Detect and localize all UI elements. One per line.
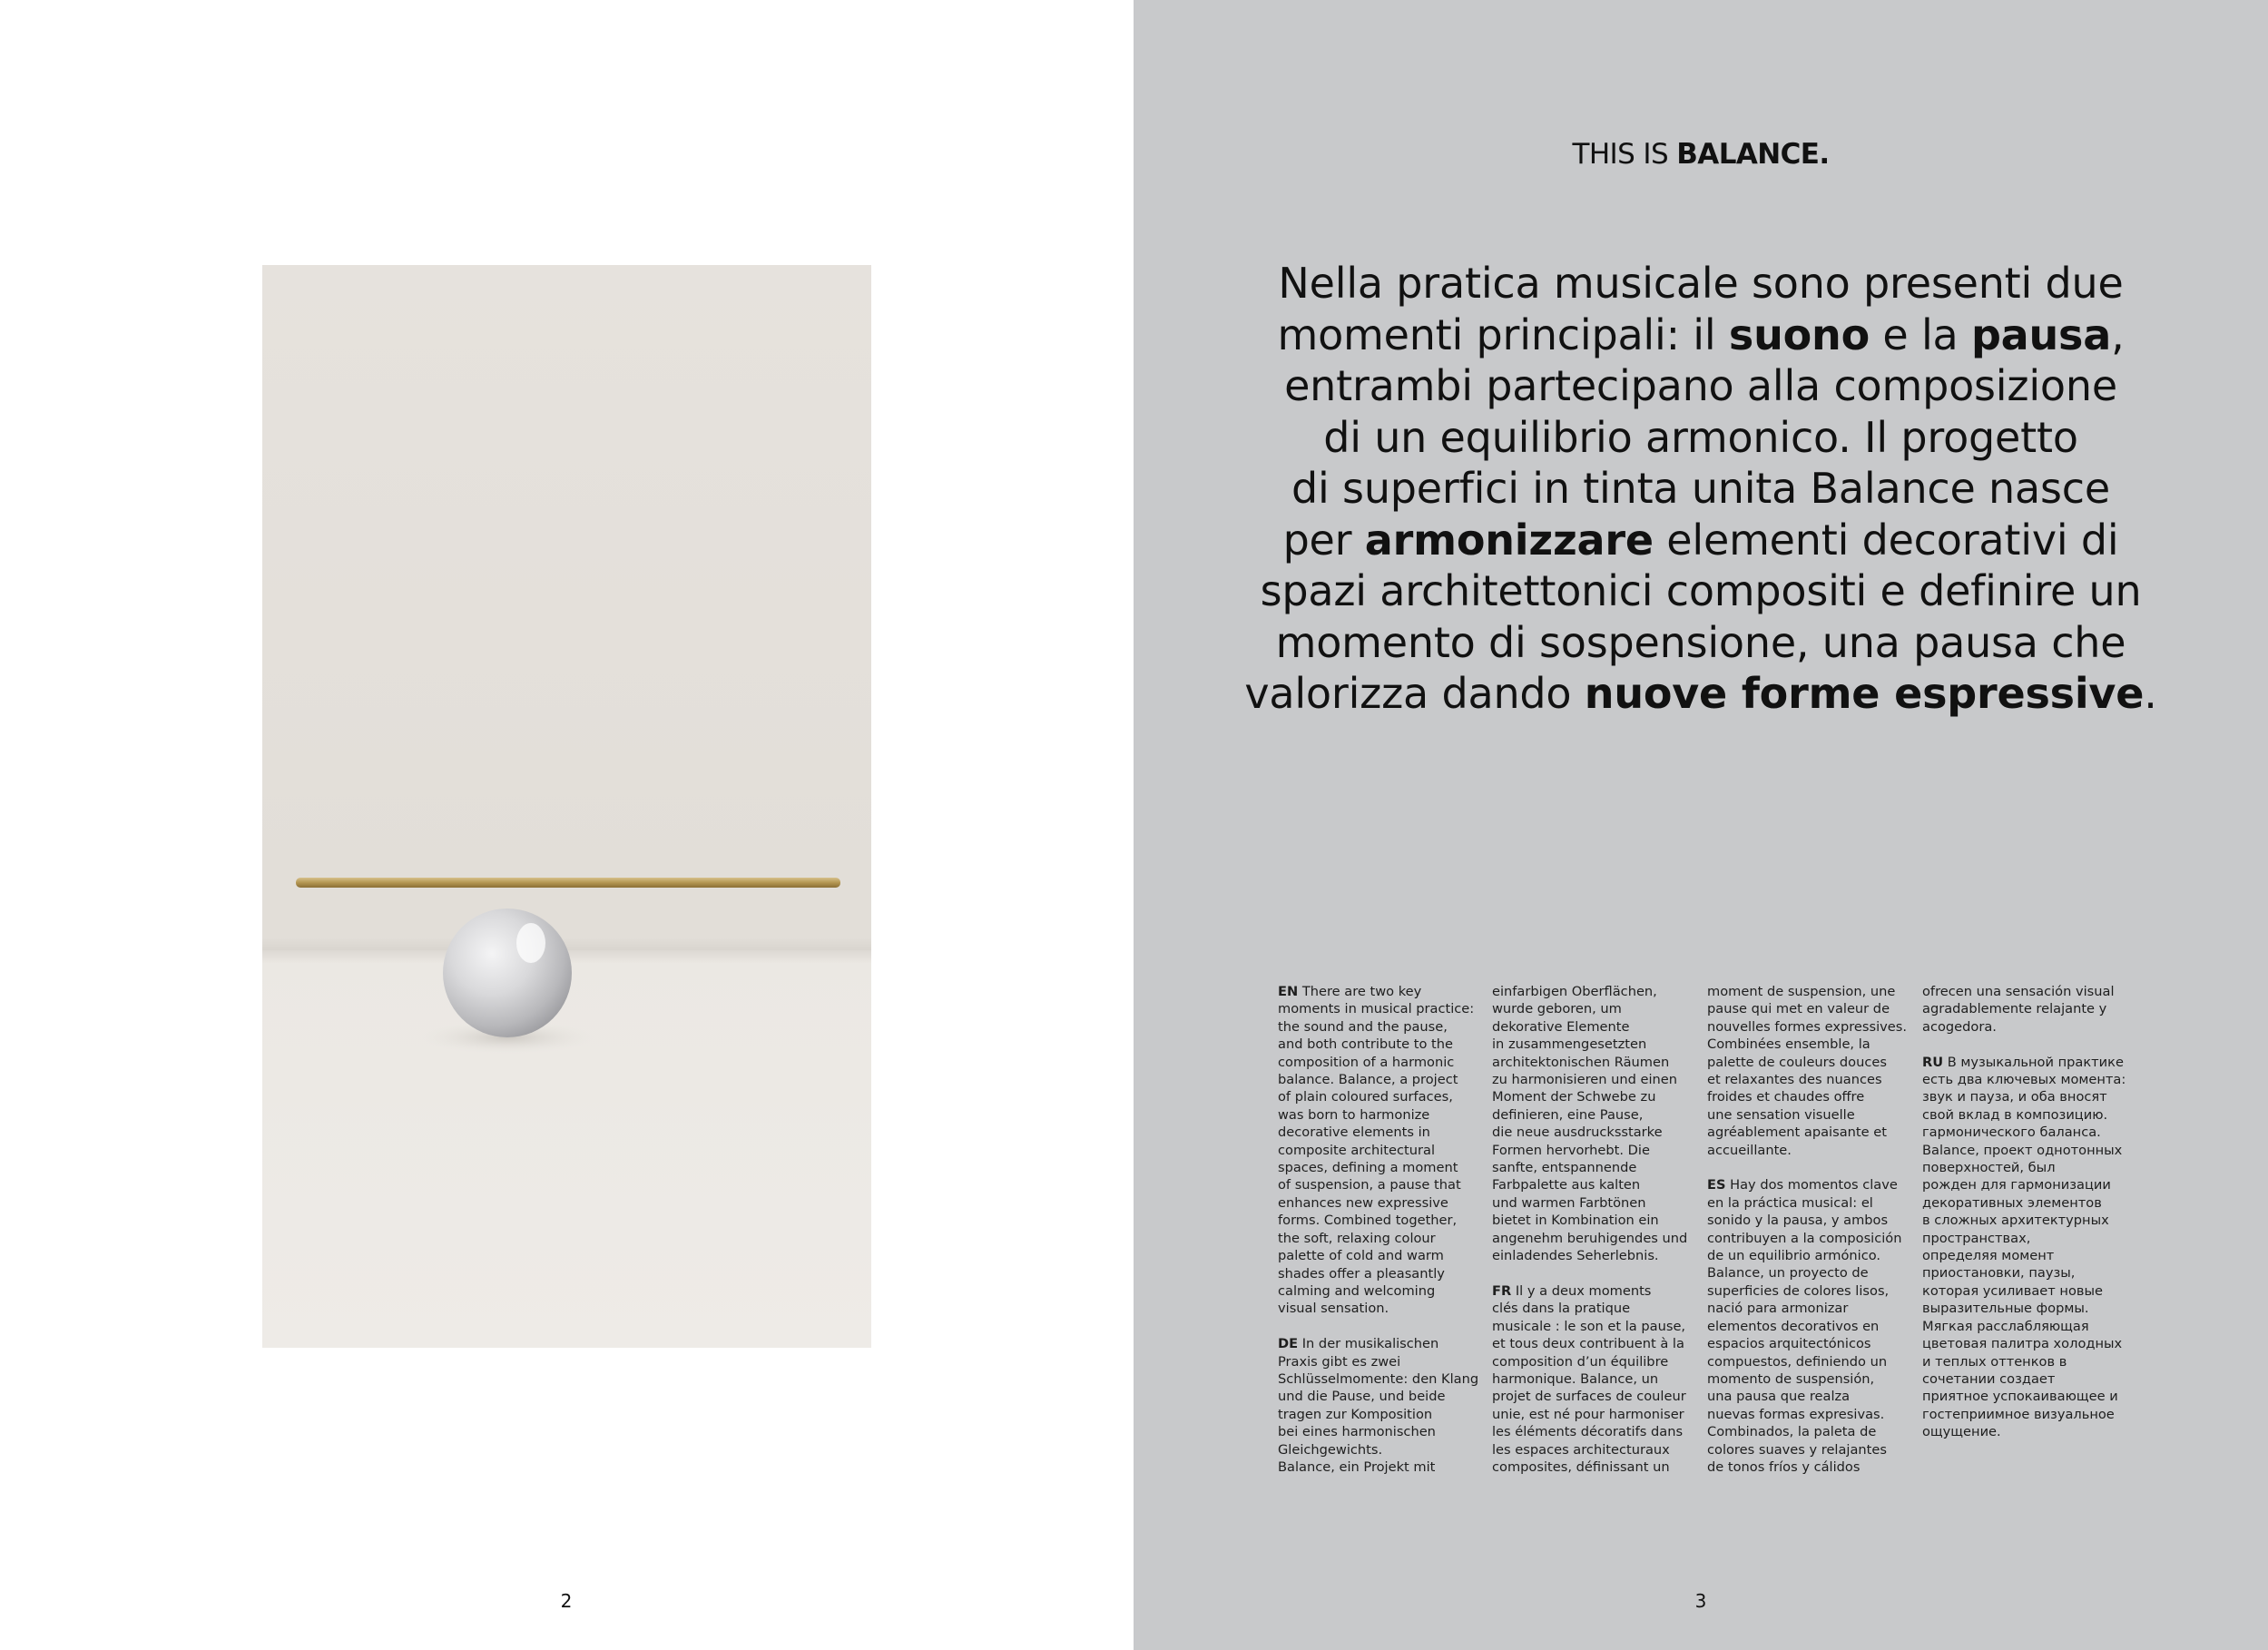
line-text: architektonischen Räumen [1492,1054,1670,1070]
line-text: en la práctica musical: el [1707,1194,1873,1211]
paragraph-line [1278,1265,1485,1282]
page-number-left: 2 [560,1590,573,1612]
translation-paragraph [1492,983,1699,1265]
intro-line [1215,258,2186,309]
paragraph-line [1492,1106,1699,1124]
line-text: есть два ключевых момента: [1922,1072,2126,1088]
line-text: the sound and the pause, [1278,1018,1448,1035]
line-text: Hay dos momentos clave [1730,1177,1898,1193]
line-text: Gleichgewichts. [1278,1441,1383,1458]
line-text: balance. Balance, a project [1278,1072,1458,1088]
paragraph-line [1492,1212,1699,1229]
paragraph-line [1922,1318,2129,1335]
paragraph-line [1492,1036,1699,1053]
line-text: projet de surfaces de couleur [1492,1389,1686,1405]
paragraph-line [1707,1036,1914,1053]
paragraph-line [1707,983,1914,1000]
line-text: una pausa que realza [1707,1389,1851,1405]
line-text: colores suaves y relajantes [1707,1441,1887,1458]
intro-emphasis: pausa [1970,309,2112,359]
paragraph-line [1492,1176,1699,1193]
line-text: zu harmonisieren und einen [1492,1072,1678,1088]
intro-text: momento di sospensione, una pausa che [1275,617,2126,667]
paragraph-line [1922,1159,2129,1176]
line-text: цветовая палитра холодных [1922,1336,2123,1352]
line-text: определяя момент [1922,1248,2055,1264]
line-text: shades offer a pleasantly [1278,1265,1445,1282]
intro-line [1215,668,2186,720]
paragraph-line [1922,1106,2129,1124]
paragraph-line [1492,1335,1699,1352]
paragraph-line [1492,1230,1699,1247]
line-text: composite architectural [1278,1142,1436,1158]
paragraph-line [1707,1264,1914,1282]
line-text: forms. Combined together, [1278,1213,1458,1229]
intro-text: , [2111,309,2125,359]
glass-sphere [443,908,572,1037]
paragraph-line [1707,1230,1914,1247]
line-text: Balance, un proyecto de [1707,1265,1869,1282]
line-text: visual sensation. [1278,1301,1389,1317]
intro-text: momenti principali: il [1277,309,1729,359]
line-text: Balance, проект однотонных [1922,1142,2123,1158]
line-text: bietet in Kombination ein [1492,1213,1659,1229]
intro-text: Nella pratica musicale sono presenti due [1278,259,2124,308]
line-text: Farbpalette aus kalten [1492,1177,1641,1193]
paragraph-line [1278,1194,1485,1212]
paragraph-line [1922,1176,2129,1193]
line-text: the soft, relaxing colour [1278,1230,1436,1246]
line-text: in zusammengesetzten [1492,1036,1647,1053]
line-text: В музыкальной практике [1947,1054,2124,1070]
paragraph-line [1707,1000,1914,1017]
paragraph-line [1278,1370,1485,1388]
line-text: Formen hervorhebt. Die [1492,1142,1650,1158]
line-text: les éléments décoratifs dans [1492,1424,1684,1440]
paragraph-line [1707,1441,1914,1458]
translation-paragraph [1492,1282,1699,1476]
line-text: рожден для гармонизации [1922,1177,2111,1193]
paragraph-line [1278,1036,1485,1053]
paragraph-line [1278,1423,1485,1440]
text-column [1707,983,1914,1494]
line-text: agradablemente relajante y [1922,1001,2107,1017]
paragraph-line [1278,1018,1485,1036]
line-text: die neue ausdrucksstarke [1492,1125,1663,1141]
paragraph-line [1922,1282,2129,1300]
paragraph-line [1492,1441,1699,1458]
line-text: einfarbigen Oberflächen, [1492,984,1657,999]
line-text: palette of cold and warm [1278,1248,1444,1264]
line-text: dekorative Elemente [1492,1018,1630,1035]
paragraph-line [1707,1406,1914,1423]
paragraph-line [1707,1282,1914,1300]
line-text: and both contribute to the [1278,1036,1453,1053]
paragraph-line [1707,1335,1914,1352]
line-text: pause qui met en valeur de [1707,1001,1890,1017]
line-text: und die Pause, und beide [1278,1389,1446,1405]
paragraph-line [1707,1194,1914,1212]
line-text: angenehm beruhigendes und [1492,1230,1688,1246]
line-text: приятное успокаивающее и [1922,1389,2118,1405]
paragraph-line [1278,1088,1485,1105]
text-column [1922,983,2129,1458]
translation-paragraph [1278,1335,1485,1476]
paragraph-line [1922,1388,2129,1405]
intro-text: e la [1870,309,1971,359]
line-text: une sensation visuelle [1707,1106,1855,1123]
language-code: EN [1278,984,1299,999]
line-text: harmonique. Balance, un [1492,1370,1659,1387]
sphere-highlight [516,923,545,963]
paragraph-line [1492,1088,1699,1105]
brass-rod [296,878,840,888]
paragraph-line [1922,983,2129,1000]
paragraph-line [1707,1353,1914,1370]
paragraph-line [1278,1335,1485,1352]
line-text: Combinados, la paleta de [1707,1424,1877,1440]
language-code: RU [1922,1054,1944,1070]
line-text: einladendes Seherlebnis. [1492,1248,1659,1264]
intro-text: di superfici in tinta unita Balance nasce [1291,464,2110,513]
paragraph-line [1707,1318,1914,1335]
paragraph-line [1278,1300,1485,1317]
paragraph-line [1922,1370,2129,1388]
paragraph-line [1278,1247,1485,1264]
intro-line [1215,565,2186,617]
paragraph-line [1922,1194,2129,1212]
translation-paragraph [1922,1054,2129,1441]
paragraph-line [1492,1423,1699,1440]
paragraph-line [1278,1000,1485,1017]
line-text: acogedora. [1922,1018,1997,1035]
line-text: гармонического баланса. [1922,1125,2101,1141]
paragraph-line [1492,1124,1699,1141]
paragraph-line [1492,1370,1699,1388]
line-text: of plain coloured surfaces, [1278,1089,1453,1105]
paragraph-line [1492,1318,1699,1335]
paragraph-line [1278,1176,1485,1193]
paragraph-line [1278,1458,1485,1476]
paragraph-line [1492,1054,1699,1071]
paragraph-line [1492,1406,1699,1423]
line-text: elementos decorativos en [1707,1318,1880,1334]
line-text: spaces, defining a moment [1278,1160,1458,1176]
paragraph-line [1278,1282,1485,1300]
line-text: декоративных элементов [1922,1194,2102,1211]
line-text: de tonos fríos y cálidos [1707,1458,1861,1475]
intro-line [1215,463,2186,515]
paragraph-line [1278,1106,1485,1124]
line-text: wurde geboren, um [1492,1001,1622,1017]
line-text: Мягкая расслабляющая [1922,1318,2089,1334]
line-text: et relaxantes des nuances [1707,1072,1882,1088]
paragraph-line [1492,983,1699,1000]
line-text: momento de suspensión, [1707,1370,1875,1387]
paragraph-line [1707,1018,1914,1036]
line-text: звук и пауза, и оба вносят [1922,1089,2107,1105]
tagline [1134,138,2268,171]
paragraph-line [1278,1388,1485,1405]
line-text: которая усиливает новые [1922,1282,2103,1299]
line-text: поверхностей, был [1922,1160,2056,1176]
paragraph-line [1707,1212,1914,1229]
line-text: enhances new expressive [1278,1194,1448,1211]
line-text: nuevas formas expresivas. [1707,1406,1885,1422]
line-text: выразительные формы. [1922,1301,2089,1317]
paragraph-line [1707,1176,1914,1193]
paragraph-line [1492,1071,1699,1088]
line-text: Schlüsselmomente: den Klang [1278,1370,1479,1387]
paragraph-line [1922,1353,2129,1370]
line-text: clés dans la pratique [1492,1301,1631,1317]
paragraph-line [1922,1230,2129,1247]
paragraph-line [1492,1458,1699,1476]
paragraph-line [1922,1300,2129,1317]
paragraph-line [1707,1071,1914,1088]
line-text: tragen zur Komposition [1278,1406,1433,1422]
paragraph-line [1922,1264,2129,1282]
line-text: приостановки, паузы, [1922,1265,2076,1282]
line-text: compuestos, definiendo un [1707,1353,1888,1370]
language-code: FR [1492,1282,1512,1299]
paragraph-line [1278,1441,1485,1458]
paragraph-line [1922,1071,2129,1088]
line-text: unie, est né pour harmoniser [1492,1406,1684,1422]
paragraph-line [1707,1370,1914,1388]
line-text: composition d’un équilibre [1492,1353,1669,1370]
paragraph-line [1278,1353,1485,1370]
intro-text: . [2144,669,2157,718]
line-text: contribuyen a la composición [1707,1230,1902,1246]
paragraph-line [1278,1054,1485,1071]
intro-emphasis: nuove forme espressive [1584,669,2145,718]
paragraph-line [1278,983,1485,1000]
line-text: In der musikalischen [1301,1336,1439,1352]
paragraph-line [1492,1353,1699,1370]
line-text: Il y a deux moments [1515,1282,1652,1299]
line-text: свой вклад в композицию. [1922,1106,2108,1123]
intro-line [1215,412,2186,464]
line-text: Moment der Schwebe zu [1492,1089,1656,1105]
language-code: DE [1278,1336,1299,1352]
intro-line [1215,515,2186,566]
paragraph-line [1707,1106,1914,1124]
paragraph-line [1492,1159,1699,1176]
paragraph-line [1707,1142,1914,1159]
text-column [1492,983,1699,1494]
tagline-bold: BALANCE. [1676,138,1830,171]
intro-line [1215,360,2186,412]
translation-paragraph [1707,1176,1914,1476]
line-text: nouvelles formes expressives. [1707,1018,1908,1035]
line-text: sanfte, entspannende [1492,1160,1637,1176]
line-text: of suspension, a pause that [1278,1177,1461,1193]
intro-emphasis: suono [1728,309,1870,359]
line-text: в сложных архитектурных [1922,1213,2109,1229]
line-text: accueillante. [1707,1142,1792,1158]
paragraph-line [1278,1159,1485,1176]
intro-line [1215,309,2186,361]
paragraph-line [1492,1000,1699,1017]
line-text: agréablement apaisante et [1707,1125,1887,1141]
paragraph-line [1707,1124,1914,1141]
line-text: moment de suspension, une [1707,984,1896,999]
paragraph-line [1492,1247,1699,1264]
intro-line [1215,617,2186,669]
intro-paragraph [1215,258,2186,720]
page-number-right: 3 [1694,1590,1707,1612]
paragraph-line [1922,1406,2129,1423]
line-text: сочетании создает [1922,1370,2056,1387]
paragraph-line [1707,1247,1914,1264]
translations-columns [1278,983,2204,1491]
paragraph-line [1922,1054,2129,1071]
paragraph-line [1492,1300,1699,1317]
paragraph-line [1707,1423,1914,1440]
line-text: musicale : le son et la pause, [1492,1318,1686,1334]
line-text: гостеприимное визуальное [1922,1406,2115,1422]
paragraph-line [1922,1088,2129,1105]
paragraph-line [1707,1458,1914,1476]
line-text: composition of a harmonic [1278,1054,1455,1070]
paragraph-line [1492,1018,1699,1036]
paragraph-line [1278,1071,1485,1088]
paragraph-line [1707,1054,1914,1071]
paragraph-line [1278,1406,1485,1423]
line-text: Combinées ensemble, la [1707,1036,1870,1053]
balance-photo [262,265,871,1348]
paragraph-line [1922,1124,2129,1141]
paragraph-line [1922,1423,2129,1440]
line-text: definieren, eine Pause, [1492,1106,1644,1123]
intro-text: per [1282,515,1365,565]
language-code: ES [1707,1177,1726,1193]
line-text: froides et chaudes offre [1707,1089,1865,1105]
paragraph-line [1278,1230,1485,1247]
line-text: moments in musical practice: [1278,1001,1475,1017]
line-text: les espaces architecturaux [1492,1441,1670,1458]
line-text: Praxis gibt es zwei [1278,1353,1401,1370]
line-text: composites, définissant un [1492,1458,1670,1475]
text-column [1278,983,1485,1494]
line-text: пространствах, [1922,1230,2031,1246]
line-text: sonido y la pausa, y ambos [1707,1213,1889,1229]
line-text: espacios arquitectónicos [1707,1336,1871,1352]
line-text: Balance, ein Projekt mit [1278,1458,1436,1475]
line-text: decorative elements in [1278,1125,1430,1141]
paragraph-line [1922,1142,2129,1159]
line-text: There are two key [1301,984,1422,999]
paragraph-line [1922,1212,2129,1229]
line-text: bei eines harmonischen [1278,1424,1436,1440]
intro-text: spazi architettonici compositi e definire un [1260,566,2142,615]
line-text: ощущение. [1922,1424,2001,1440]
translation-paragraph [1278,983,1485,1318]
line-text: und warmen Farbtönen [1492,1194,1646,1211]
paragraph-line [1922,1000,2129,1017]
line-text: was born to harmonize [1278,1106,1430,1123]
intro-text: elementi decorativi di [1653,515,2119,565]
intro-text: valorizza dando [1244,669,1585,718]
intro-emphasis: armonizzare [1364,515,1654,565]
paragraph-line [1278,1142,1485,1159]
balance-illustration [262,265,871,1348]
paragraph-line [1492,1282,1699,1300]
paragraph-line [1278,1124,1485,1141]
paragraph-line [1492,1388,1699,1405]
line-text: de un equilibrio armónico. [1707,1248,1881,1264]
tagline-prefix: THIS IS [1572,138,1677,171]
paragraph-line [1922,1335,2129,1352]
paragraph-line [1707,1388,1914,1405]
line-text: calming and welcoming [1278,1282,1436,1299]
translation-paragraph [1707,983,1914,1159]
line-text: nació para armonizar [1707,1301,1849,1317]
paragraph-line [1492,1142,1699,1159]
paragraph-line [1707,1300,1914,1317]
line-text: superficies de colores lisos, [1707,1282,1890,1299]
intro-text: di un equilibrio armonico. Il progetto [1323,412,2078,462]
paragraph-line [1492,1194,1699,1212]
paragraph-line [1278,1212,1485,1229]
paragraph-line [1707,1088,1914,1105]
paragraph-line [1922,1247,2129,1264]
line-text: palette de couleurs douces [1707,1054,1887,1070]
line-text: ofrecen una sensación visual [1922,984,2115,999]
line-text: et tous deux contribuent à la [1492,1336,1684,1352]
line-text: и теплых оттенков в [1922,1353,2067,1370]
paragraph-line [1922,1018,2129,1036]
intro-text: entrambi partecipano alla composizione [1284,361,2117,410]
right-page [1134,0,2268,1650]
translation-paragraph [1922,983,2129,1036]
